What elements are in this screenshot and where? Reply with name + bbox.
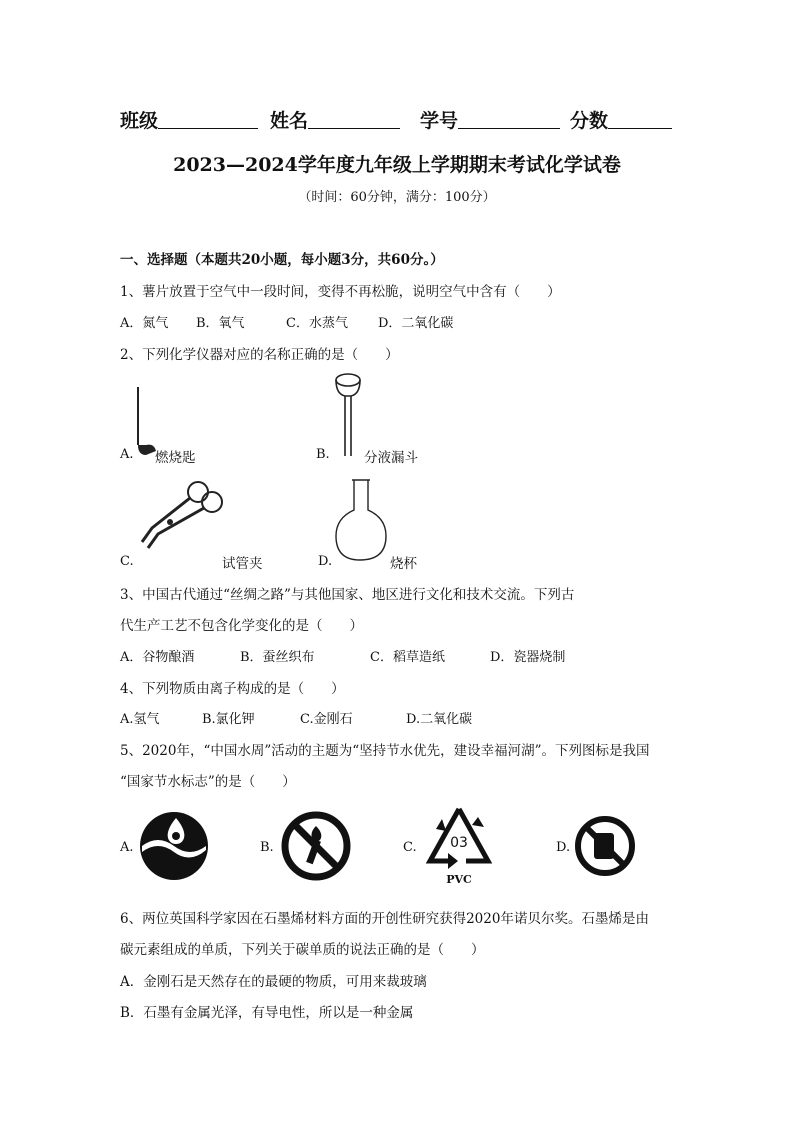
class-field <box>120 106 258 133</box>
recycle-text: PVC <box>446 873 472 886</box>
q5-option-d-letter[interactable]: D. <box>556 840 571 855</box>
question-3-stem-line1: 3、中国古代通过“丝绸之路”与其他国家、地区进行文化和技术交流。下列古 <box>120 587 575 603</box>
q5-option-c-letter[interactable]: C. <box>403 840 417 855</box>
water-saving-logo-icon <box>138 810 210 882</box>
q4-option-b[interactable]: B.氯化钾 <box>202 712 255 727</box>
q2-option-c-letter[interactable]: C. <box>120 554 134 569</box>
q2-option-d-name: 烧杯 <box>390 556 417 572</box>
q4-option-a[interactable]: A.氢气 <box>120 712 160 727</box>
q3-option-d[interactable]: D．瓷器烧制 <box>490 650 566 665</box>
q4-option-d[interactable]: D.二氧化碳 <box>406 712 473 727</box>
name-blank[interactable] <box>308 110 400 129</box>
student-id-field <box>420 106 560 133</box>
round-flask-icon <box>334 478 394 562</box>
q3-option-c[interactable]: C．稻草造纸 <box>370 650 445 665</box>
q2-option-b-name: 分液漏斗 <box>364 450 418 466</box>
q1-option-b[interactable]: B．氧气 <box>196 316 245 331</box>
question-6-stem-line2: 碳元素组成的单质，下列关于碳单质的说法正确的是（ ） <box>120 942 485 958</box>
q3-option-b[interactable]: B．蚕丝织布 <box>240 650 315 665</box>
question-3-stem-line2: 代生产工艺不包含化学变化的是（ ） <box>120 618 363 634</box>
score-field <box>570 106 672 133</box>
q2-option-a-name: 燃烧匙 <box>155 450 196 466</box>
student-id-blank[interactable] <box>458 110 560 129</box>
no-fire-sign-icon <box>280 810 352 882</box>
question-1-stem: 1、薯片放置于空气中一段时间，变得不再松脆，说明空气中含有（ ） <box>120 284 561 300</box>
name-field <box>270 106 400 133</box>
no-oil-drum-sign-icon <box>574 815 636 877</box>
q2-option-d-letter[interactable]: D. <box>318 554 333 569</box>
question-6-stem-line1: 6、两位英国科学家因在石墨烯材料方面的开创性研究获得2020年诺贝尔奖。石墨烯是由 <box>120 911 649 927</box>
class-label: 班级 <box>120 110 159 132</box>
score-blank[interactable] <box>608 110 672 129</box>
tongs-icon <box>130 478 225 558</box>
name-label: 姓名 <box>270 110 309 132</box>
separatory-funnel-icon <box>330 372 366 462</box>
q3-option-a[interactable]: A．谷物酿酒 <box>120 650 195 665</box>
q5-option-a-letter[interactable]: A. <box>120 840 134 855</box>
exam-title: 2023—2024学年度九年级上学期期末考试化学试卷 <box>173 154 621 176</box>
recycle-number: 03 <box>450 835 468 851</box>
student-id-label: 学号 <box>420 110 459 132</box>
score-label: 分数 <box>570 110 609 132</box>
question-5-stem-line2: “国家节水标志”的是（ ） <box>120 774 296 790</box>
q6-option-a[interactable]: A．金刚石是天然存在的最硬的物质，可用来裁玻璃 <box>120 974 427 990</box>
q2-option-a-letter[interactable]: A. <box>120 447 134 462</box>
q1-option-a[interactable]: A．氮气 <box>120 316 169 331</box>
section-heading: 一、选择题（本题共20小题，每小题3分，共60分。） <box>120 252 444 268</box>
q5-option-b-letter[interactable]: B. <box>260 840 274 855</box>
q1-option-d[interactable]: D．二氧化碳 <box>378 316 454 331</box>
question-5-stem-line1: 5、2020年，“中国水周”活动的主题为“坚持节水优先，建设幸福河湖”。下列图标是我国 <box>120 743 650 759</box>
question-4-stem: 4、下列物质由离子构成的是（ ） <box>120 681 345 697</box>
q6-option-b[interactable]: B．石墨有金属光泽，有导电性，所以是一种金属 <box>120 1005 414 1021</box>
q2-option-c-name: 试管夹 <box>222 556 263 572</box>
exam-subtitle: （时间：60分钟，满分：100分） <box>298 190 496 205</box>
q2-option-b-letter[interactable]: B. <box>316 447 330 462</box>
recycle-pvc-icon <box>422 805 496 885</box>
q1-option-c[interactable]: C．水蒸气 <box>286 316 348 331</box>
question-2-stem: 2、下列化学仪器对应的名称正确的是（ ） <box>120 347 399 363</box>
q4-option-c[interactable]: C.金刚石 <box>300 712 353 727</box>
class-blank[interactable] <box>158 110 258 129</box>
